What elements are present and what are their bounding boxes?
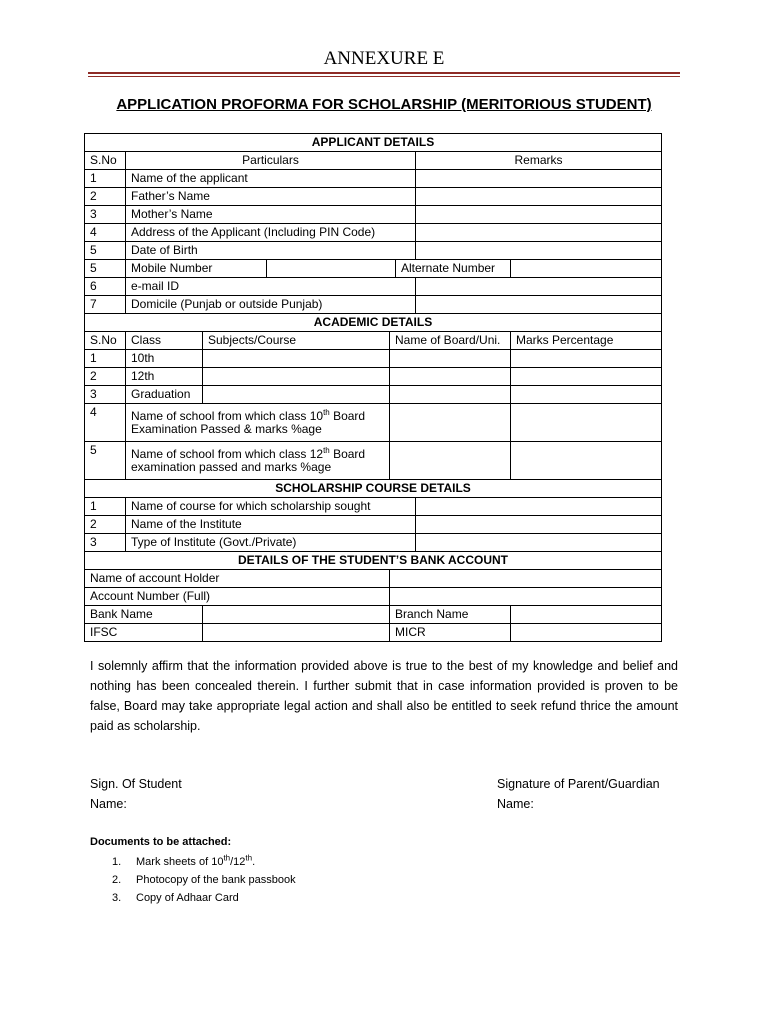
list-item: 3. Copy of Adhaar Card: [112, 892, 239, 904]
row-sno: 1: [85, 498, 126, 516]
row-sno: 4: [85, 224, 126, 242]
school-12th-board-field[interactable]: [390, 442, 511, 480]
bank-name-field[interactable]: [203, 606, 390, 624]
list-item: 2. Photocopy of the bank passbook: [112, 874, 296, 886]
domicile-field[interactable]: [416, 296, 662, 314]
table-row: [85, 206, 662, 224]
ifsc-label: IFSC: [85, 624, 203, 642]
email-field[interactable]: [416, 278, 662, 296]
address-field[interactable]: [416, 224, 662, 242]
table-row: [85, 278, 662, 296]
row-sno: 2: [85, 368, 126, 386]
table-row: [85, 386, 662, 404]
list-item: 1. Mark sheets of 10th/12th.: [112, 853, 256, 868]
table-row: [85, 296, 662, 314]
subjects-field[interactable]: [203, 350, 390, 368]
bank-name-label: Bank Name: [85, 606, 203, 624]
section-applicant-details: APPLICANT DETAILS: [85, 134, 662, 152]
subjects-field[interactable]: [203, 368, 390, 386]
row-sno: 5: [85, 442, 126, 480]
section-course-details: SCHOLARSHIP COURSE DETAILS: [85, 480, 662, 498]
institute-type-field[interactable]: [416, 534, 662, 552]
student-sign-label: Sign. Of Student: [90, 777, 182, 791]
row-label: 10th: [126, 350, 203, 368]
row-sno: 1: [85, 170, 126, 188]
branch-name-label: Branch Name: [390, 606, 511, 624]
col-header-sno: S.No: [85, 332, 126, 350]
table-row: [85, 606, 662, 624]
mother-name-field[interactable]: [416, 206, 662, 224]
micr-field[interactable]: [511, 624, 662, 642]
row-label: Graduation: [126, 386, 203, 404]
col-header-class: Class: [126, 332, 203, 350]
application-form-table: [84, 133, 662, 642]
marks-field[interactable]: [511, 350, 662, 368]
table-row: [85, 260, 662, 278]
table-row: [85, 534, 662, 552]
row-label: Type of Institute (Govt./Private): [126, 534, 416, 552]
col-header-board: Name of Board/Uni.: [390, 332, 511, 350]
mobile-number-field[interactable]: [267, 260, 396, 278]
row-sno: 3: [85, 534, 126, 552]
row-label: Name of school from which class 10th Board Examination Passed & marks %age: [126, 404, 390, 442]
row-label: Domicile (Punjab or outside Punjab): [126, 296, 416, 314]
school-10th-marks-field[interactable]: [511, 404, 662, 442]
micr-label: MICR: [390, 624, 511, 642]
col-header-remarks: Remarks: [416, 152, 662, 170]
table-row: [85, 170, 662, 188]
col-header-subjects: Subjects/Course: [203, 332, 390, 350]
alternate-number-label: Alternate Number: [396, 260, 511, 278]
documents-title: Documents to be attached:: [90, 836, 232, 848]
subjects-field[interactable]: [203, 386, 390, 404]
branch-name-field[interactable]: [511, 606, 662, 624]
table-row: [85, 442, 662, 480]
account-holder-label: Name of account Holder: [85, 570, 390, 588]
row-sno: 2: [85, 516, 126, 534]
table-row: [85, 224, 662, 242]
row-label: Name of the Institute: [126, 516, 416, 534]
row-sno: 5: [85, 260, 126, 278]
parent-sign-label: Signature of Parent/Guardian: [497, 777, 660, 791]
row-sno: 3: [85, 206, 126, 224]
row-sno: 1: [85, 350, 126, 368]
annexure-heading: ANNEXURE E: [323, 48, 445, 69]
row-sno: 2: [85, 188, 126, 206]
parent-name-label: Name:: [497, 797, 534, 811]
table-row: [85, 368, 662, 386]
table-row: [85, 404, 662, 442]
table-row: [85, 350, 662, 368]
section-bank-details: DETAILS OF THE STUDENT’S BANK ACCOUNT: [85, 552, 662, 570]
account-number-field[interactable]: [390, 588, 662, 606]
row-label: Father’s Name: [126, 188, 416, 206]
table-row: [85, 498, 662, 516]
row-label: Mobile Number: [126, 260, 267, 278]
table-row: [85, 188, 662, 206]
marks-field[interactable]: [511, 368, 662, 386]
row-sno: 6: [85, 278, 126, 296]
board-field[interactable]: [390, 368, 511, 386]
school-10th-board-field[interactable]: [390, 404, 511, 442]
marks-field[interactable]: [511, 386, 662, 404]
table-row: [85, 570, 662, 588]
board-field[interactable]: [390, 350, 511, 368]
col-header-particulars: Particulars: [126, 152, 416, 170]
heading-rule-thin: [88, 76, 680, 77]
row-sno: 7: [85, 296, 126, 314]
student-name-label: Name:: [90, 797, 127, 811]
institute-name-field[interactable]: [416, 516, 662, 534]
account-holder-field[interactable]: [390, 570, 662, 588]
row-label: 12th: [126, 368, 203, 386]
ifsc-field[interactable]: [203, 624, 390, 642]
dob-field[interactable]: [416, 242, 662, 260]
declaration-text: I solemnly affirm that the information provided above is true to the best of my knowledge and belief and nothing has been concealed therein. I further submit that in case information provided is proven to be false, Board may take appropriate legal action and shall also be entitled to seek refund thrice the amount paid as scholarship.: [90, 659, 678, 733]
documents-list: [112, 853, 296, 907]
section-academic-details: ACADEMIC DETAILS: [85, 314, 662, 332]
table-row: [85, 624, 662, 642]
row-sno: 3: [85, 386, 126, 404]
row-label: Mother’s Name: [126, 206, 416, 224]
row-label: Name of the applicant: [126, 170, 416, 188]
col-header-sno: S.No: [85, 152, 126, 170]
row-label: Date of Birth: [126, 242, 416, 260]
school-12th-marks-field[interactable]: [511, 442, 662, 480]
board-field[interactable]: [390, 386, 511, 404]
form-title: APPLICATION PROFORMA FOR SCHOLARSHIP (MERITORIOUS STUDENT): [116, 96, 652, 113]
father-name-field[interactable]: [416, 188, 662, 206]
applicant-name-field[interactable]: [416, 170, 662, 188]
course-name-field[interactable]: [416, 498, 662, 516]
alternate-number-field[interactable]: [511, 260, 662, 278]
table-row: [85, 242, 662, 260]
row-sno: 5: [85, 242, 126, 260]
row-label: Name of school from which class 12th Board examination passed and marks %age: [126, 442, 390, 480]
row-label: Name of course for which scholarship sought: [126, 498, 416, 516]
table-row: [85, 588, 662, 606]
row-label: Address of the Applicant (Including PIN Code): [126, 224, 416, 242]
col-header-marks: Marks Percentage: [511, 332, 662, 350]
table-row: [85, 516, 662, 534]
account-number-label: Account Number (Full): [85, 588, 390, 606]
heading-rule: [88, 72, 680, 74]
row-sno: 4: [85, 404, 126, 442]
row-label: e-mail ID: [126, 278, 416, 296]
